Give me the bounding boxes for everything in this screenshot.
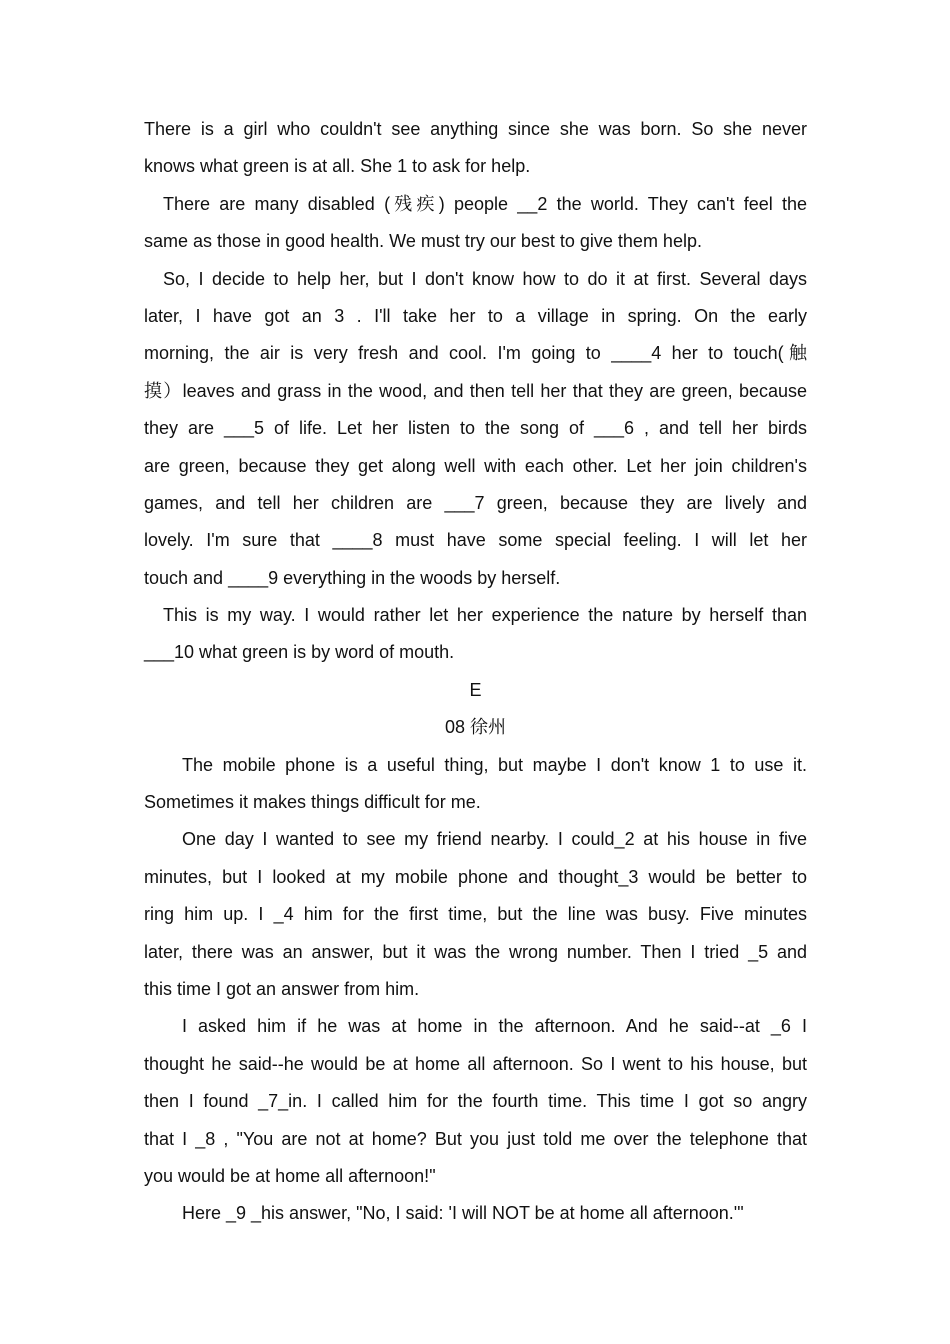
paragraph-d4 xyxy=(144,597,807,672)
text-line: I asked him if he was at home in the afternoon. And he said--at _6 I xyxy=(182,1016,807,1037)
text-line: ___10 what green is by word of mouth. xyxy=(144,642,455,663)
paragraph-d2 xyxy=(144,186,807,261)
text-line: this time I got an answer from him. xyxy=(144,978,420,999)
text-line: you would be at home all afternoon!" xyxy=(144,1165,436,1186)
text-line: lovely. I'm sure that ____8 must have some special feeling. I will let her xyxy=(144,530,807,551)
text-line: games, and tell her children are ___7 green, because they are lively and xyxy=(144,492,807,513)
paragraph-d3 xyxy=(144,261,807,598)
section-source: 08 徐州 xyxy=(444,717,507,738)
text-line: This is my way. I would rather let her experience the nature by herself than xyxy=(163,605,807,626)
text-line: There are many disabled (残疾) people __2 the world. They can't feel the xyxy=(163,193,807,214)
text-line: ring him up. I _4 him for the first time, but the line was busy. Five minutes xyxy=(144,904,807,925)
text-line: Sometimes it makes things difficult for me. xyxy=(144,792,481,813)
paragraph-e3 xyxy=(144,1008,807,1195)
text-line: that I _8 , "You are not at home? But you just told me over the telephone that xyxy=(144,1128,807,1149)
paragraph-e1 xyxy=(144,747,807,822)
text-line: thought he said--he would be at home all afternoon. So I went to his house, but xyxy=(144,1053,807,1074)
document-page xyxy=(144,111,807,1233)
text-line: they are ___5 of life. Let her listen to the song of ___6 , and tell her birds xyxy=(144,418,807,439)
text-line: touch and ____9 everything in the woods by herself. xyxy=(144,567,561,588)
paragraph-d1 xyxy=(144,111,807,186)
text-line: later, I have got an 3 . I'll take her to a village in spring. On the early xyxy=(144,305,807,326)
text-line: The mobile phone is a useful thing, but maybe I don't know 1 to use it. xyxy=(182,754,807,775)
text-line: later, there was an answer, but it was the wrong number. Then I tried _5 and xyxy=(144,941,807,962)
text-line: One day I wanted to see my friend nearby. I could_2 at his house in five xyxy=(182,829,807,850)
paragraph-e2 xyxy=(144,821,807,1008)
text-line: morning, the air is very fresh and cool. I'm going to ____4 her to touch(触 xyxy=(144,343,807,364)
text-line: Here _9 _his answer, "No, I said: 'I will NOT be at home all afternoon.'" xyxy=(182,1203,744,1224)
text-line: So, I decide to help her, but I don't know how to do it at first. Several days xyxy=(163,268,807,289)
text-line: There is a girl who couldn't see anything since she was born. So she never xyxy=(144,119,807,139)
paragraph-e4 xyxy=(144,1195,807,1232)
text-line: 摸）leaves and grass in the wood, and then tell her that they are green, because xyxy=(144,380,807,401)
text-line: knows what green is at all. She 1 to ask for help. xyxy=(144,156,531,177)
text-line: are green, because they get along well with each other. Let her join children's xyxy=(144,455,807,476)
text-line: same as those in good health. We must try our best to give them help. xyxy=(144,231,702,252)
text-line: minutes, but I looked at my mobile phone and thought_3 would be better to xyxy=(144,866,807,887)
text-line: then I found _7_in. I called him for the fourth time. This time I got so angry xyxy=(144,1091,807,1112)
section-letter: E xyxy=(469,679,482,700)
